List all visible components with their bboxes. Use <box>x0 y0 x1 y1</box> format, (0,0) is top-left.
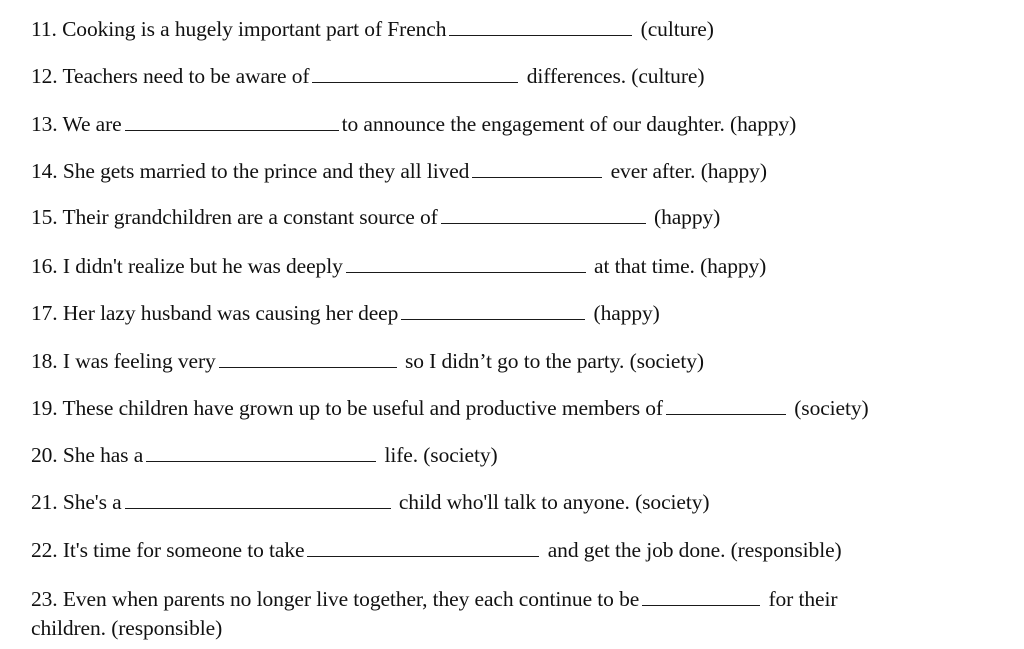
answer-blank[interactable] <box>346 254 586 273</box>
item-text-before: Her lazy husband was causing her deep <box>62 301 399 325</box>
exercise-item-11 <box>31 16 714 42</box>
exercise-item-23 <box>31 586 837 612</box>
exercise-item-23-continuation <box>31 615 222 641</box>
item-text-before: It's time for someone to take <box>62 538 305 562</box>
exercise-item-18 <box>31 348 704 374</box>
item-text-after: (happy) <box>593 301 660 325</box>
exercise-item-21 <box>31 489 709 515</box>
item-number: 15. <box>31 205 58 229</box>
item-number: 12. <box>31 64 58 88</box>
answer-blank[interactable] <box>401 301 585 320</box>
exercise-item-15 <box>31 204 720 230</box>
exercise-item-16 <box>31 253 766 279</box>
item-number: 19. <box>31 396 58 420</box>
exercise-item-22 <box>31 537 842 563</box>
exercise-item-14 <box>31 158 767 184</box>
item-text-after: to announce the engagement of our daughter. (happy) <box>341 112 797 136</box>
item-number: 23. <box>31 587 58 611</box>
exercise-item-17 <box>31 300 660 326</box>
item-text-before: These children have grown up to be useful and productive members of <box>62 396 663 420</box>
answer-blank[interactable] <box>666 396 786 415</box>
item-number: 20. <box>31 443 58 467</box>
answer-blank[interactable] <box>441 205 646 224</box>
item-text-after: and get the job done. (responsible) <box>547 538 842 562</box>
item-number: 11. <box>31 17 57 41</box>
item-text-after: for their <box>768 587 838 611</box>
item-text-after: (culture) <box>640 17 714 41</box>
item-text-before: Even when parents no longer live together, they each continue to be <box>62 587 640 611</box>
item-text-continuation: children. (responsible) <box>31 616 223 640</box>
answer-blank[interactable] <box>307 538 539 557</box>
item-text-before: She gets married to the prince and they all lived <box>62 159 470 183</box>
exercise-item-12 <box>31 63 704 89</box>
exercise-item-13 <box>31 111 796 137</box>
exercise-item-20 <box>31 442 498 468</box>
item-text-before: I didn't realize but he was deeply <box>62 254 343 278</box>
item-text-after: (society) <box>794 396 869 420</box>
item-text-after: at that time. (happy) <box>594 254 767 278</box>
item-text-before: We are <box>62 112 122 136</box>
exercise-item-19 <box>31 395 869 421</box>
item-number: 22. <box>31 538 58 562</box>
answer-blank[interactable] <box>146 443 376 462</box>
item-text-after: child who'll talk to anyone. (society) <box>398 490 710 514</box>
item-number: 18. <box>31 349 58 373</box>
item-text-after: ever after. (happy) <box>610 159 767 183</box>
item-number: 17. <box>31 301 58 325</box>
answer-blank[interactable] <box>219 349 397 368</box>
answer-blank[interactable] <box>472 159 602 178</box>
item-text-before: I was feeling very <box>62 349 216 373</box>
item-text-before: Cooking is a hugely important part of French <box>62 17 447 41</box>
answer-blank[interactable] <box>642 587 760 606</box>
answer-blank[interactable] <box>449 17 632 36</box>
item-text-after: differences. (culture) <box>526 64 705 88</box>
item-text-after: so I didn’t go to the party. (society) <box>404 349 704 373</box>
item-text-before: Their grandchildren are a constant source of <box>62 205 438 229</box>
answer-blank[interactable] <box>125 490 391 509</box>
item-text-before: She has a <box>62 443 144 467</box>
item-text-before: Teachers need to be aware of <box>62 64 310 88</box>
item-number: 21. <box>31 490 58 514</box>
item-number: 14. <box>31 159 58 183</box>
item-number: 16. <box>31 254 58 278</box>
item-text-before: She's a <box>62 490 122 514</box>
item-text-after: (happy) <box>654 205 721 229</box>
item-number: 13. <box>31 112 58 136</box>
answer-blank[interactable] <box>312 64 518 83</box>
answer-blank[interactable] <box>125 112 339 131</box>
item-text-after: life. (society) <box>384 443 498 467</box>
